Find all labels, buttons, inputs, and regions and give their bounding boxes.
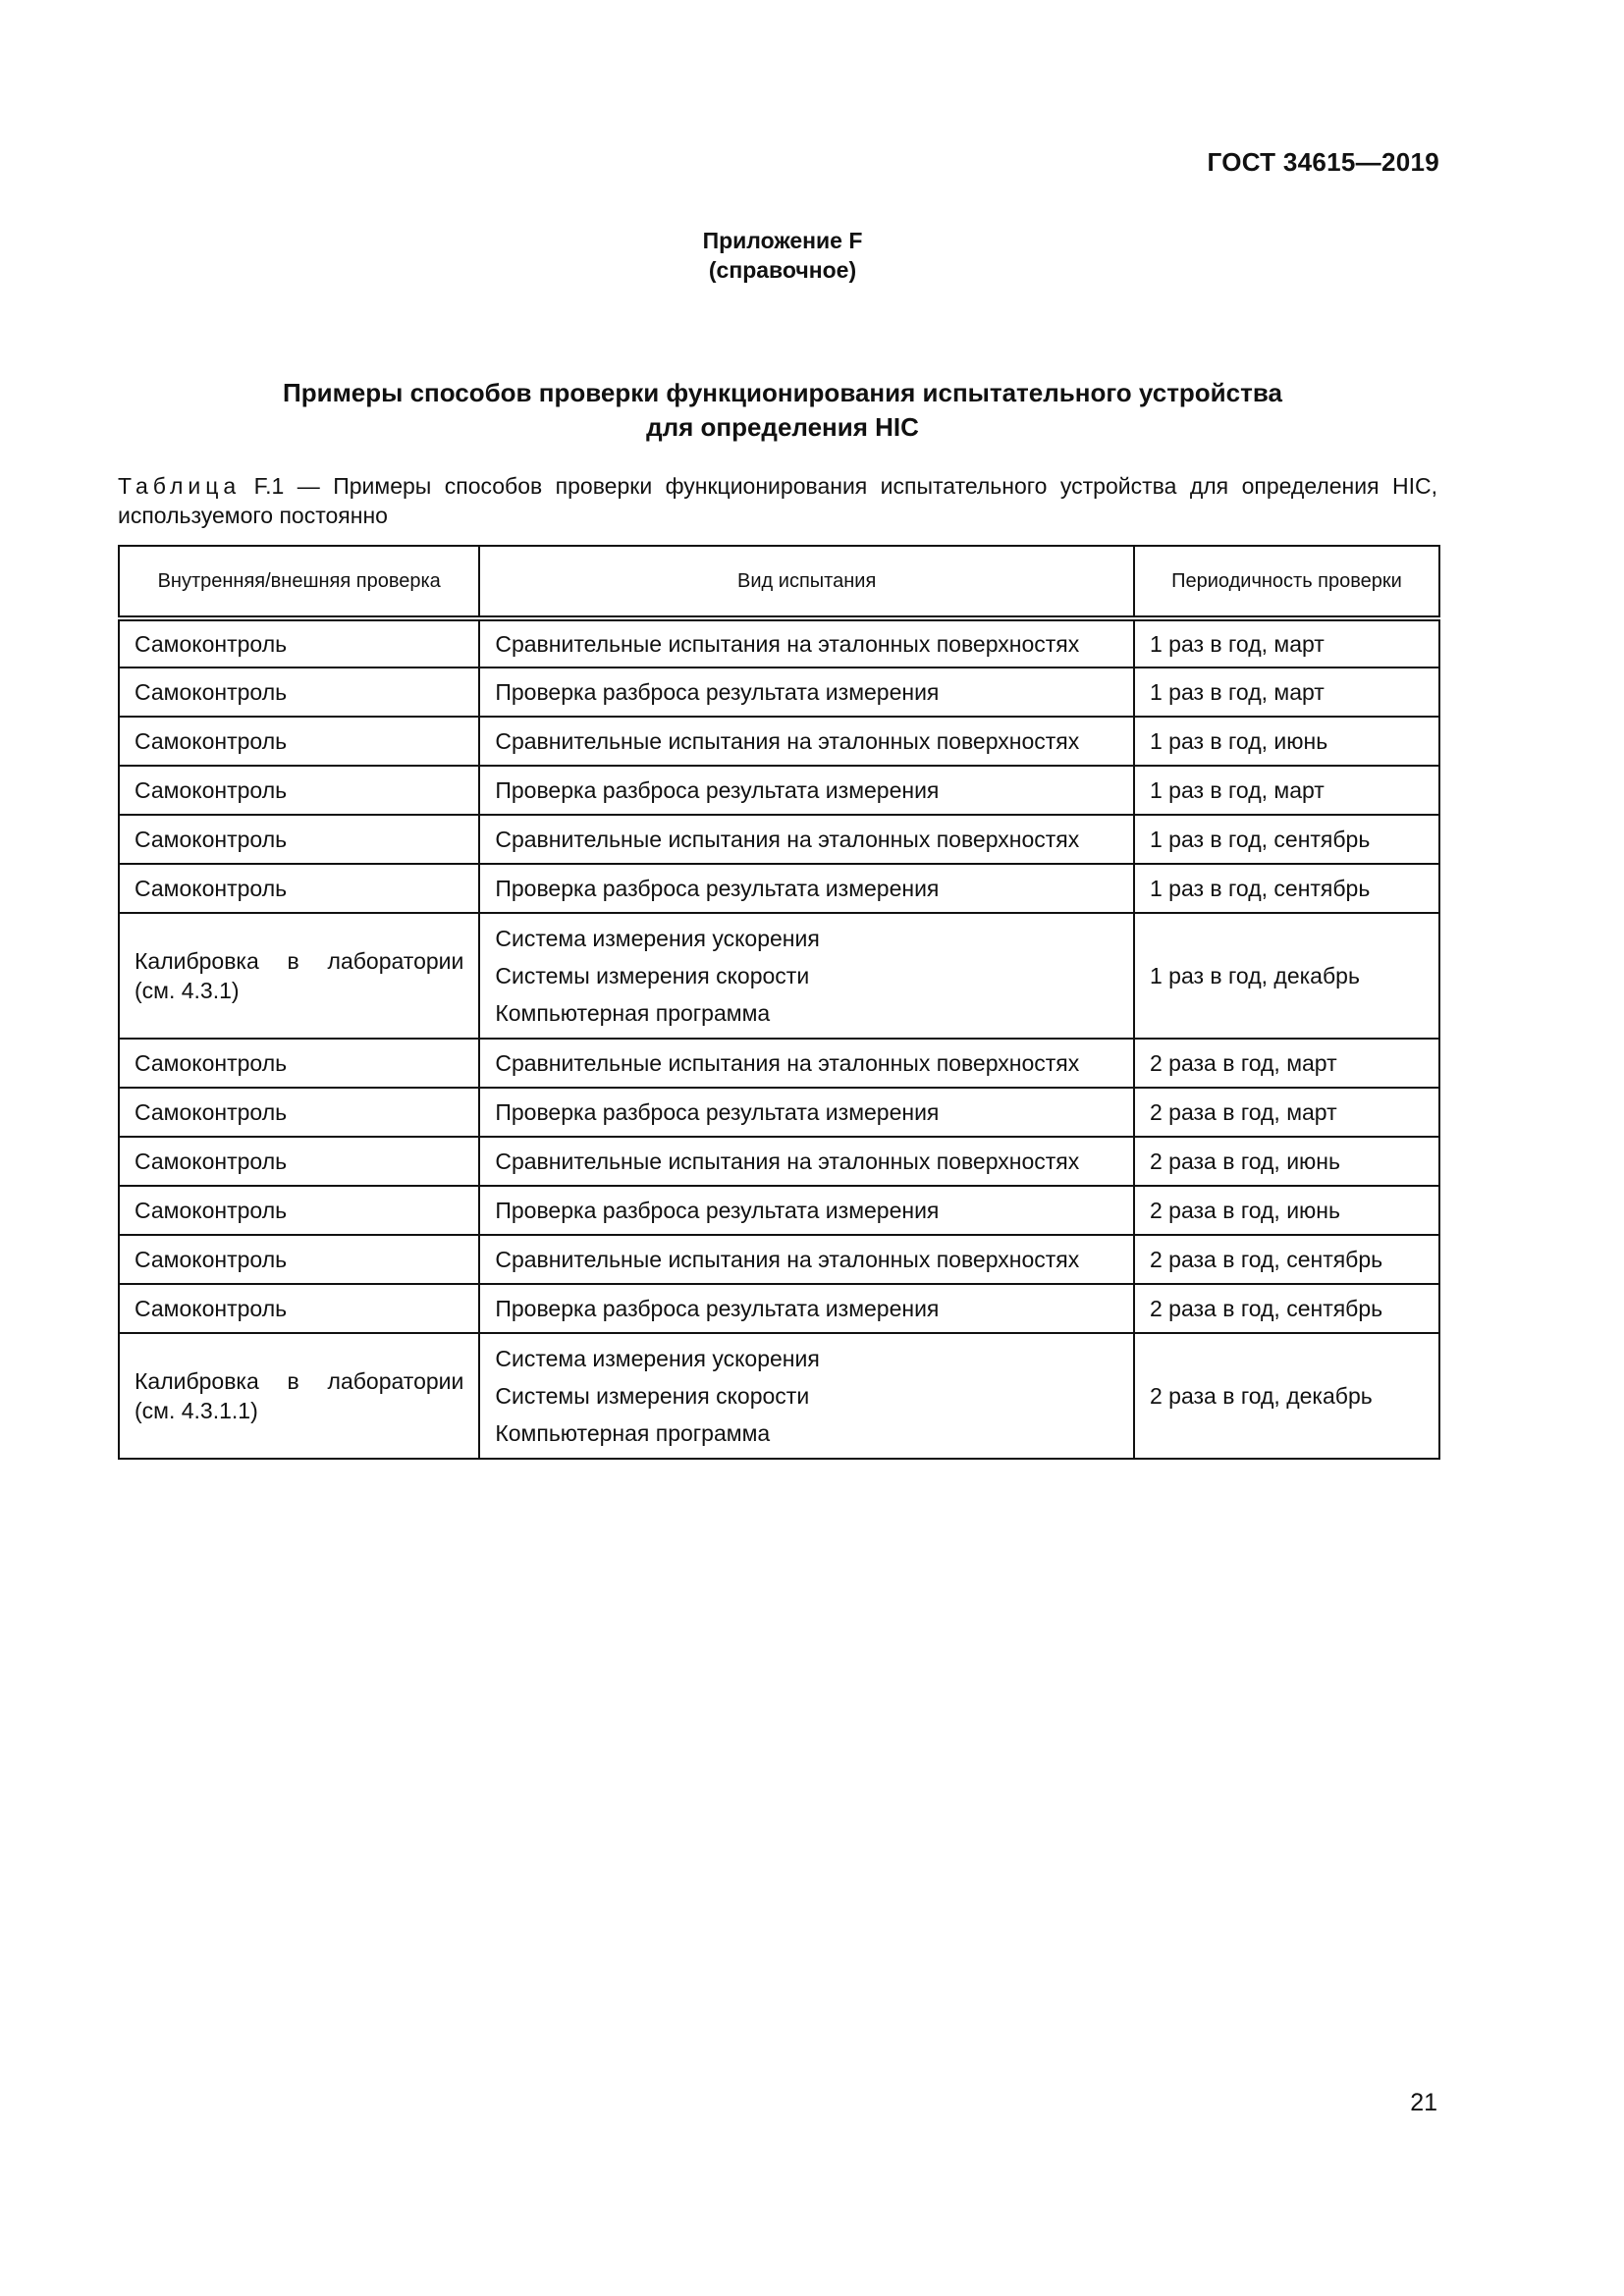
cell-periodicity: 2 раза в год, декабрь xyxy=(1134,1333,1439,1459)
cell-periodicity: 1 раз в год, июнь xyxy=(1134,717,1439,766)
cell-check-type: Самоконтроль xyxy=(119,1284,479,1333)
table-row xyxy=(119,1137,1439,1186)
cell-periodicity: 1 раз в год, сентябрь xyxy=(1134,815,1439,864)
cell-check-type: Калибровка в лаборатории (см. 4.3.1) xyxy=(119,913,479,1039)
cell-periodicity: 2 раза в год, июнь xyxy=(1134,1137,1439,1186)
page-title-line-2: для определения HIC xyxy=(646,412,919,442)
page-title xyxy=(0,376,1565,445)
cell-periodicity: 2 раза в год, сентябрь xyxy=(1134,1284,1439,1333)
cell-test-type xyxy=(479,618,1134,667)
table-caption xyxy=(118,471,1437,530)
test-line: Система измерения ускорения xyxy=(495,1346,820,1371)
cell-periodicity: 1 раз в год, сентябрь xyxy=(1134,864,1439,913)
cell-test-type xyxy=(479,1088,1134,1137)
table-row xyxy=(119,1284,1439,1333)
test-line: Системы измерения скорости xyxy=(495,963,810,988)
table-row xyxy=(119,1333,1439,1459)
header-test-type: Вид испытания xyxy=(479,546,1134,618)
test-line: Компьютерная программа xyxy=(495,1000,771,1026)
test-line: Сравнительные испытания на эталонных поверхностях xyxy=(495,1148,1080,1174)
cell-periodicity: 1 раз в год, декабрь xyxy=(1134,913,1439,1039)
table-row xyxy=(119,864,1439,913)
cell-check-type: Самоконтроль xyxy=(119,667,479,717)
cell-periodicity: 2 раза в год, июнь xyxy=(1134,1186,1439,1235)
header-check-type: Внутренняя/внешняя проверка xyxy=(119,546,479,618)
table-body xyxy=(119,618,1439,1459)
table-row xyxy=(119,1039,1439,1088)
table-caption-word: Таблица xyxy=(118,473,242,499)
cell-test-type xyxy=(479,766,1134,815)
cell-test-type xyxy=(479,667,1134,717)
standard-code: ГОСТ 34615—2019 xyxy=(1207,147,1439,177)
cell-test-type xyxy=(479,1235,1134,1284)
table-row xyxy=(119,766,1439,815)
cell-periodicity: 2 раза в год, сентябрь xyxy=(1134,1235,1439,1284)
table-row xyxy=(119,1186,1439,1235)
cell-test-type xyxy=(479,1039,1134,1088)
cell-check-type: Самоконтроль xyxy=(119,1088,479,1137)
test-line: Проверка разброса результата измерения xyxy=(495,1295,940,1321)
cell-test-type xyxy=(479,1333,1134,1459)
cell-test-type xyxy=(479,1137,1134,1186)
test-line: Проверка разброса результата измерения xyxy=(495,678,940,705)
cell-periodicity: 1 раз в год, март xyxy=(1134,667,1439,717)
appendix-type: (справочное) xyxy=(708,257,857,283)
test-line: Сравнительные испытания на эталонных поверхностях xyxy=(495,630,1080,657)
cell-check-type: Самоконтроль xyxy=(119,1235,479,1284)
cell-test-type xyxy=(479,1284,1134,1333)
appendix-label: Приложение F xyxy=(702,228,863,253)
cell-periodicity: 2 раза в год, март xyxy=(1134,1039,1439,1088)
test-line: Проверка разброса результата измерения xyxy=(495,1098,940,1125)
test-line: Системы измерения скорости xyxy=(495,1383,810,1409)
test-line: Сравнительные испытания на эталонных поверхностях xyxy=(495,727,1080,754)
table-row xyxy=(119,1235,1439,1284)
cell-check-type: Самоконтроль xyxy=(119,717,479,766)
cell-check-type: Самоконтроль xyxy=(119,815,479,864)
page-title-line-1: Примеры способов проверки функционирования испытательного устройства xyxy=(283,378,1282,407)
cell-check-type: Самоконтроль xyxy=(119,1137,479,1186)
table-row xyxy=(119,913,1439,1039)
table-row xyxy=(119,618,1439,667)
verification-table xyxy=(118,545,1440,1460)
cell-check-type: Калибровка в лаборатории (см. 4.3.1.1) xyxy=(119,1333,479,1459)
cell-check-type: Самоконтроль xyxy=(119,1186,479,1235)
cell-periodicity: 1 раз в год, март xyxy=(1134,766,1439,815)
test-line: Сравнительные испытания на эталонных поверхностях xyxy=(495,826,1080,852)
cell-test-type xyxy=(479,913,1134,1039)
table-caption-text: F.1 — Примеры способов проверки функционирования испытательного устройства для определения HIC, используемого постоянно xyxy=(118,473,1438,528)
cell-check-type: Самоконтроль xyxy=(119,618,479,667)
table-row xyxy=(119,1088,1439,1137)
cell-test-type xyxy=(479,864,1134,913)
table-header-row xyxy=(119,546,1439,618)
header-periodicity: Периодичность проверки xyxy=(1134,546,1439,618)
table-row xyxy=(119,717,1439,766)
page-number: 21 xyxy=(1410,2089,1437,2116)
cell-check-type: Самоконтроль xyxy=(119,1039,479,1088)
test-line: Система измерения ускорения xyxy=(495,926,820,951)
table-row xyxy=(119,667,1439,717)
cell-periodicity: 1 раз в год, март xyxy=(1134,618,1439,667)
test-line: Проверка разброса результата измерения xyxy=(495,1197,940,1223)
cell-check-type: Самоконтроль xyxy=(119,766,479,815)
test-line: Проверка разброса результата измерения xyxy=(495,875,940,901)
table-row xyxy=(119,815,1439,864)
cell-test-type xyxy=(479,1186,1134,1235)
cell-test-type xyxy=(479,717,1134,766)
cell-check-type: Самоконтроль xyxy=(119,864,479,913)
test-line: Компьютерная программа xyxy=(495,1420,771,1446)
appendix-heading xyxy=(0,226,1565,285)
cell-periodicity: 2 раза в год, март xyxy=(1134,1088,1439,1137)
test-line: Сравнительные испытания на эталонных поверхностях xyxy=(495,1246,1080,1272)
test-line: Сравнительные испытания на эталонных поверхностях xyxy=(495,1049,1080,1076)
test-line: Проверка разброса результата измерения xyxy=(495,776,940,803)
cell-test-type xyxy=(479,815,1134,864)
